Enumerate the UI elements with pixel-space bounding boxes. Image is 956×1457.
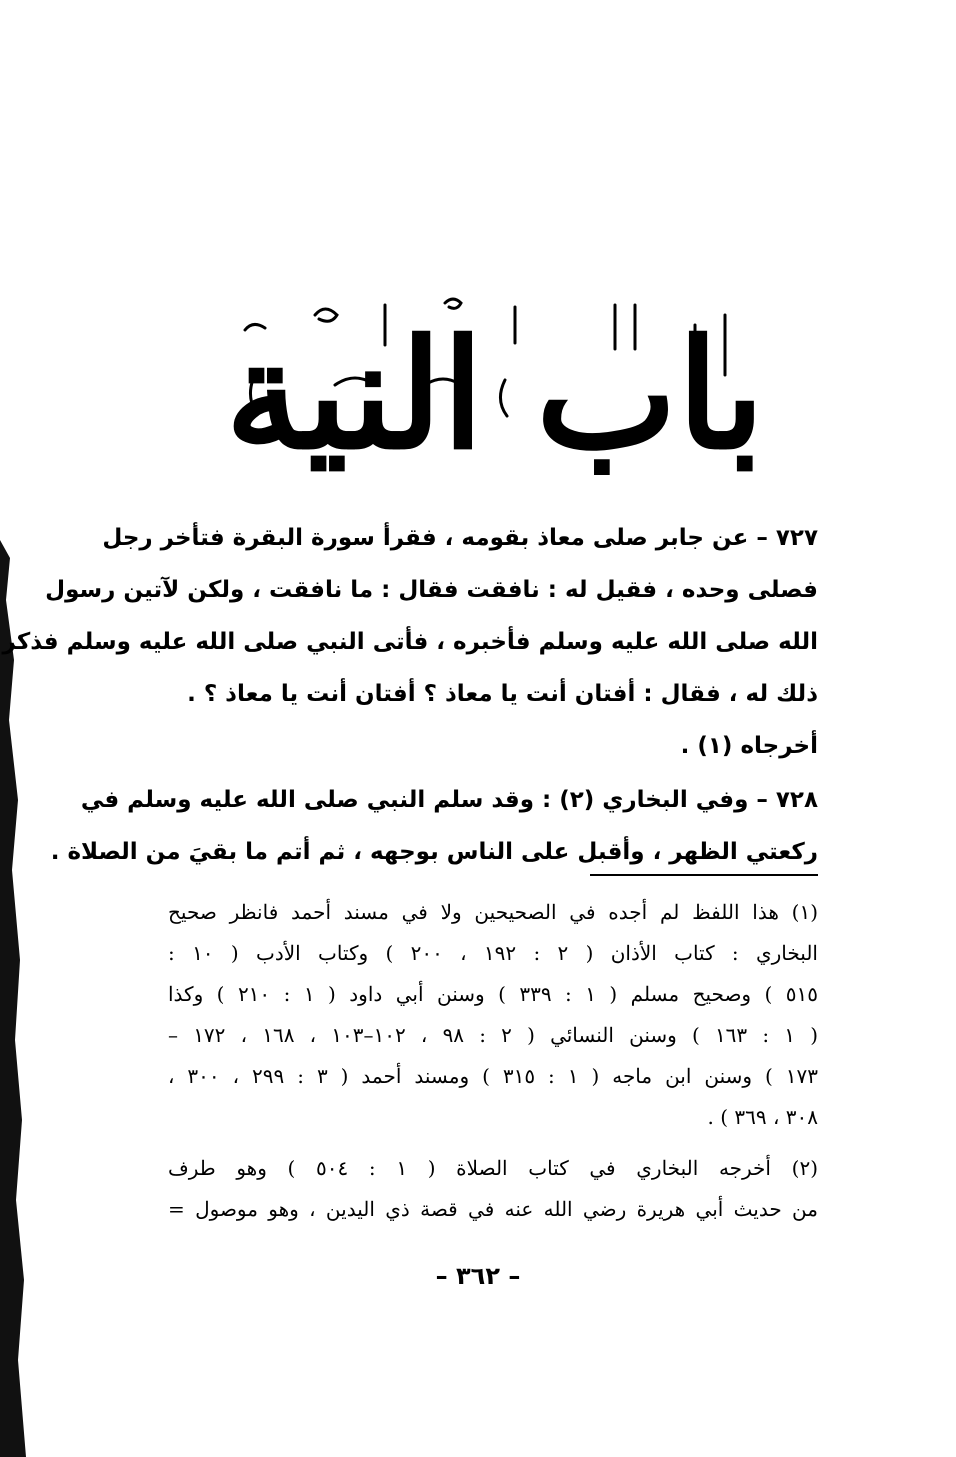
footnote-line: ١٧٣ ) وسنن ابن ماجه ( ١ : ٣١٥ ) ومسند أحمد ( ٣ : ٢٩٩ ، ٣٠٠ ، [168, 1064, 819, 1088]
footnote-line: (٢) أخرجه البخاري في كتاب الصلاة ( ١ : ٥٠٤ ) وهو طرف [168, 1156, 819, 1180]
footnote-line: (١) هذا اللفظ لم أجده في الصحيحين ولا في مسند أحمد فانظر صحيح [168, 900, 818, 924]
footnote-1 [168, 892, 818, 1138]
hadith-727 [2, 512, 818, 720]
footnote-line: البخاري : كتاب الأذان ( ٢ : ١٩٢ ، ٢٠٠ ) وكتاب الأدب ( ١٠ : [168, 941, 818, 965]
text-line: ذلك له ، فقال : أفتان أنت يا معاذ ؟ أفتان أنت يا معاذ ؟ . [187, 681, 818, 707]
footnote-2 [168, 1148, 818, 1230]
footnote-line: ٣٠٨ ، ٣٦٩ ) . [707, 1105, 818, 1129]
text-line: فصلى وحده ، فقيل له : نافقت فقال : ما نافقت ، ولكن لآتين رسول [45, 577, 818, 603]
footnote-line: ( ١ : ١٦٣ ) وسنن النسائي ( ٢ : ٩٨ ، ١٠٢–١٠٣ ، ١٦٨ ، ١٧٢ – [168, 1023, 819, 1047]
hadith-728 [50, 774, 818, 878]
text-line: ٧٢٨ – وفي البخاري (٢) : وقد سلم النبي صلى الله عليه وسلم في [80, 787, 818, 813]
torn-scan-edge [0, 540, 28, 1457]
footnote-separator [590, 874, 818, 876]
source-note: أخرجاه (١) . [680, 733, 818, 759]
chapter-title: باب النية [225, 307, 765, 483]
text-line: الله صلى الله عليه وسلم فأخبره ، فأتى النبي صلى الله عليه وسلم فذكر [2, 629, 818, 655]
footnote-line: ٥١٥ ) وصحيح مسلم ( ١ : ٣٣٩ ) وسنن أبي داود ( ١ : ٢١٠ ) وكذا [168, 982, 819, 1006]
hadith-727-source [168, 720, 818, 772]
text-line: ٧٢٧ – عن جابر صلى معاذ بقومه ، فقرأ سورة البقرة فتأخر رجل [102, 525, 818, 551]
page-number: – ٣٦٢ – [435, 1262, 521, 1290]
text-line: ركعتي الظهر ، وأقبل على الناس بوجهه ، ثم أتم ما بقيَ من الصلاة . [50, 839, 818, 865]
footnote-line: من حديث أبي هريرة رضي الله عنه في قصة ذي اليدين ، وهو موصول = [168, 1197, 818, 1221]
